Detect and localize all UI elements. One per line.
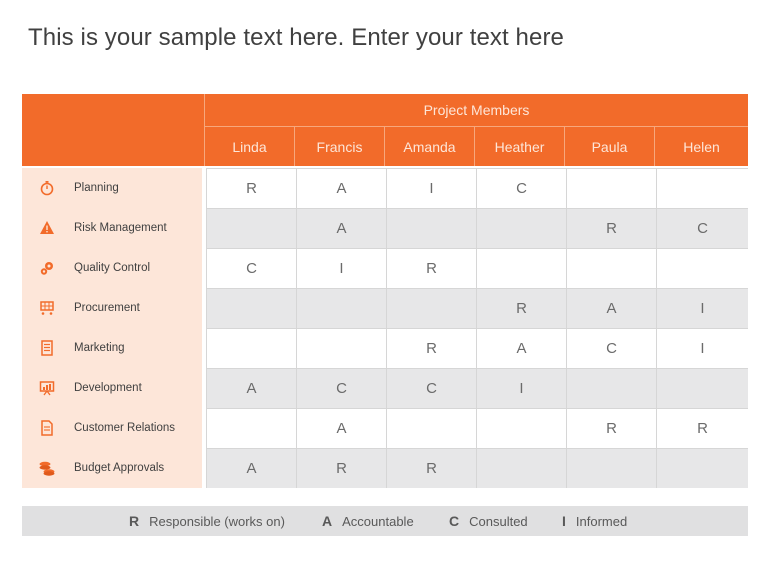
raci-cell: [566, 369, 656, 408]
gears-icon: [38, 259, 56, 277]
raci-cell: [476, 409, 566, 448]
legend-code: A: [322, 513, 333, 529]
table-row: [206, 448, 748, 488]
task-panel: [22, 168, 202, 488]
member-header: Linda: [204, 127, 294, 166]
raci-cell: C: [566, 329, 656, 368]
raci-cell: C: [296, 369, 386, 408]
raci-matrix: [22, 94, 748, 490]
raci-cell: [476, 249, 566, 288]
coins-icon: [38, 459, 56, 477]
raci-cell: C: [656, 209, 748, 248]
raci-cell: I: [656, 329, 748, 368]
raci-cell: R: [656, 409, 748, 448]
task-row: [22, 248, 202, 288]
legend-code: I: [562, 513, 566, 529]
task-row: [22, 448, 202, 488]
raci-cell: [296, 329, 386, 368]
raci-cell: [566, 449, 656, 488]
page-icon: [38, 419, 56, 437]
raci-cell: A: [476, 329, 566, 368]
legend: [22, 506, 748, 536]
raci-cell: [206, 209, 296, 248]
task-row: [22, 408, 202, 448]
raci-cell: [206, 329, 296, 368]
task-row: [22, 368, 202, 408]
task-label: Quality Control: [74, 262, 151, 274]
raci-cell: R: [296, 449, 386, 488]
legend-text: Responsible (works on): [149, 513, 285, 529]
project-members-label: Project Members: [204, 94, 748, 127]
task-label: Budget Approvals: [74, 462, 165, 474]
legend-item: [129, 513, 285, 529]
legend-item: [562, 513, 627, 529]
table-row: [206, 208, 748, 248]
task-label: Procurement: [74, 302, 140, 314]
member-header: Paula: [564, 127, 654, 166]
raci-cell: [656, 449, 748, 488]
raci-cell: I: [296, 249, 386, 288]
task-row: [22, 328, 202, 368]
assignment-grid: [206, 168, 748, 488]
raci-cell: C: [206, 249, 296, 288]
raci-cell: [206, 289, 296, 328]
table-row: [206, 248, 748, 288]
raci-cell: [656, 249, 748, 288]
cart-icon: [38, 299, 56, 317]
raci-cell: R: [566, 209, 656, 248]
table-row: [206, 168, 748, 208]
legend-text: Accountable: [342, 513, 414, 529]
raci-cell: A: [296, 209, 386, 248]
raci-cell: [386, 289, 476, 328]
table-row: [206, 288, 748, 328]
raci-cell: R: [206, 169, 296, 208]
raci-cell: A: [206, 449, 296, 488]
table-row: [206, 328, 748, 368]
raci-cell: A: [566, 289, 656, 328]
raci-cell: A: [296, 169, 386, 208]
raci-cell: R: [476, 289, 566, 328]
raci-cell: [386, 409, 476, 448]
presentation-chart-icon: [38, 379, 56, 397]
raci-cell: [296, 289, 386, 328]
task-row: [22, 288, 202, 328]
raci-cell: [386, 209, 476, 248]
raci-cell: [476, 209, 566, 248]
member-header: Heather: [474, 127, 564, 166]
task-label: Marketing: [74, 342, 125, 354]
legend-text: Informed: [575, 513, 628, 529]
raci-cell: I: [476, 369, 566, 408]
member-header: Helen: [654, 127, 748, 166]
raci-cell: [656, 169, 748, 208]
raci-cell: R: [386, 249, 476, 288]
legend-code: R: [129, 513, 140, 529]
task-row: [22, 208, 202, 248]
raci-cell: [476, 449, 566, 488]
raci-cell: A: [206, 369, 296, 408]
raci-cell: [566, 169, 656, 208]
raci-cell: [566, 249, 656, 288]
legend-code: C: [449, 513, 460, 529]
table-row: [206, 408, 748, 448]
warning-icon: [38, 219, 56, 237]
legend-text: Consulted: [469, 513, 528, 529]
raci-cell: I: [656, 289, 748, 328]
member-header: Francis: [294, 127, 384, 166]
raci-cell: R: [566, 409, 656, 448]
page-title: This is your sample text here. Enter your text here: [28, 24, 564, 51]
raci-cell: R: [386, 449, 476, 488]
raci-cell: C: [386, 369, 476, 408]
task-row: [22, 168, 202, 208]
raci-cell: R: [386, 329, 476, 368]
document-list-icon: [38, 339, 56, 357]
raci-cell: A: [296, 409, 386, 448]
raci-cell: [206, 409, 296, 448]
task-label: Risk Management: [74, 222, 167, 234]
task-label: Customer Relations: [74, 422, 175, 434]
raci-cell: [656, 369, 748, 408]
legend-item: [449, 513, 528, 529]
table-row: [206, 368, 748, 408]
task-label: Development: [74, 382, 142, 394]
stopwatch-icon: [38, 179, 56, 197]
raci-cell: I: [386, 169, 476, 208]
task-label: Planning: [74, 182, 119, 194]
raci-cell: C: [476, 169, 566, 208]
legend-item: [322, 513, 414, 529]
member-header: Amanda: [384, 127, 474, 166]
